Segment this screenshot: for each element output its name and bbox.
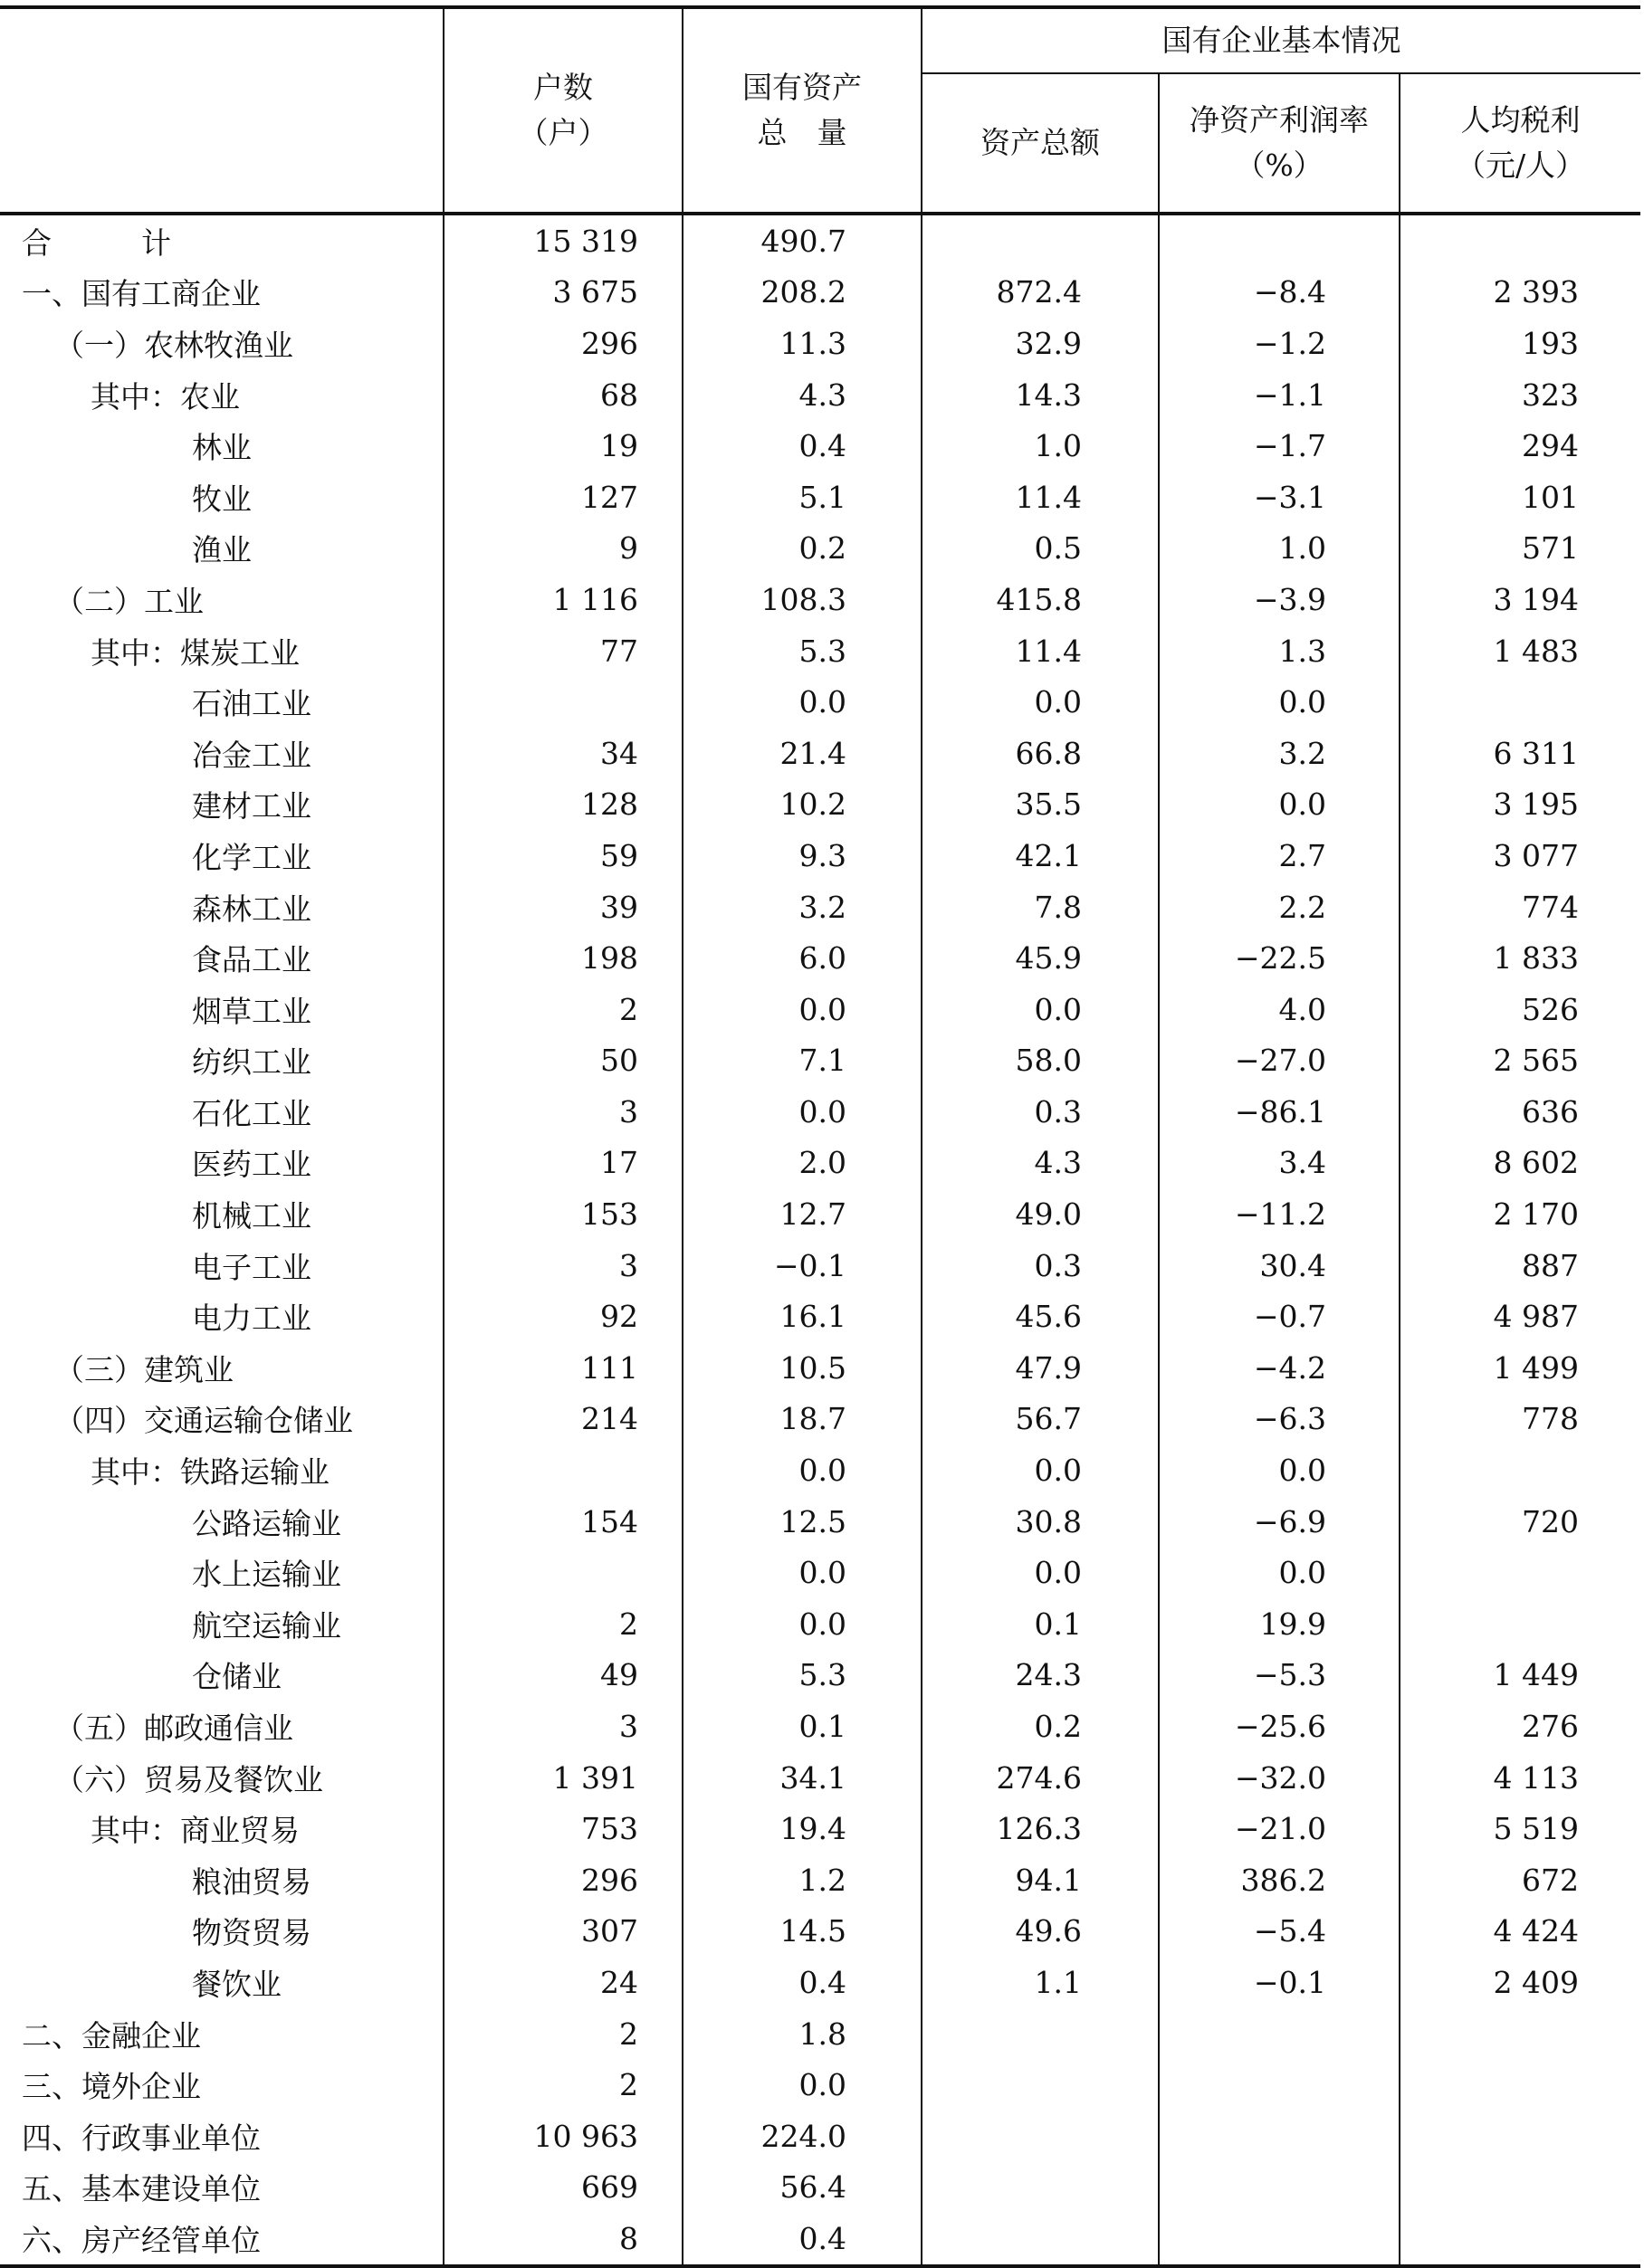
table-row	[0, 932, 1640, 984]
cell-total-assets	[922, 2008, 1159, 2060]
table-row	[0, 779, 1640, 831]
cell-households	[444, 1547, 683, 1598]
table-row	[0, 1444, 1640, 1496]
cell-tax: 672	[1400, 1854, 1640, 1906]
cell-state-assets: 6.0	[683, 932, 922, 984]
table-row	[0, 1854, 1640, 1906]
cell-tax: 4 424	[1400, 1906, 1640, 1958]
cell-tax: 636	[1400, 1086, 1640, 1138]
cell-total-assets: 42.1	[922, 830, 1159, 881]
cell-total-assets	[922, 2111, 1159, 2162]
cell-state-assets: 5.1	[683, 472, 922, 523]
row-label: 航空运输业	[192, 1607, 341, 1644]
cell-net-return: 30.4	[1159, 1240, 1400, 1291]
cell-state-assets: 12.7	[683, 1188, 922, 1240]
cell-households	[444, 676, 683, 728]
cell-state-assets: 1.8	[683, 2008, 922, 2060]
cell-net-return: 3.2	[1159, 728, 1400, 779]
table-row	[0, 472, 1640, 523]
row-label: 合 计	[22, 224, 171, 261]
row-label: 森林工业	[192, 891, 311, 927]
cell-state-assets: 108.3	[683, 574, 922, 625]
table-row	[0, 2111, 1640, 2162]
cell-households: 50	[444, 1035, 683, 1087]
cell-total-assets: 126.3	[922, 1803, 1159, 1854]
cell-total-assets: 1.1	[922, 1957, 1159, 2008]
cell-tax: 276	[1400, 1701, 1640, 1752]
row-label: 五、基本建设单位	[22, 2171, 261, 2207]
cell-households: 3	[444, 1701, 683, 1752]
cell-households: 2	[444, 984, 683, 1035]
cell-tax: 1 499	[1400, 1342, 1640, 1394]
cell-households: 15 319	[444, 214, 683, 267]
cell-net-return: 2.7	[1159, 830, 1400, 881]
header-households-label: 户数	[533, 70, 593, 105]
cell-tax: 6 311	[1400, 728, 1640, 779]
cell-state-assets: 0.0	[683, 2059, 922, 2111]
row-label: 渔业	[192, 532, 252, 568]
row-label: 公路运输业	[192, 1505, 341, 1541]
row-label: 纺织工业	[192, 1044, 311, 1081]
cell-total-assets: 11.4	[922, 625, 1159, 677]
cell-total-assets: 0.3	[922, 1086, 1159, 1138]
cell-tax: 2 565	[1400, 1035, 1640, 1087]
cell-total-assets: 45.6	[922, 1291, 1159, 1342]
cell-net-return: −25.6	[1159, 1701, 1400, 1752]
header-state-assets-label: 国有资产	[742, 70, 862, 105]
cell-state-assets: 7.1	[683, 1035, 922, 1087]
cell-total-assets: 14.3	[922, 369, 1159, 421]
header-tax-unit: （元/人）	[1455, 148, 1586, 183]
cell-tax: 3 195	[1400, 779, 1640, 831]
cell-state-assets: 208.2	[683, 267, 922, 319]
cell-households: 39	[444, 881, 683, 933]
table-row	[0, 420, 1640, 472]
cell-households: 9	[444, 523, 683, 575]
cell-total-assets: 7.8	[922, 881, 1159, 933]
cell-net-return: −1.7	[1159, 420, 1400, 472]
cell-households: 669	[444, 2162, 683, 2214]
header-net-return	[1159, 73, 1400, 214]
cell-total-assets: 4.3	[922, 1138, 1159, 1189]
cell-state-assets: 0.0	[683, 1444, 922, 1496]
row-label: 二、金融企业	[22, 2017, 201, 2054]
table-row	[0, 1240, 1640, 1291]
cell-tax: 1 833	[1400, 932, 1640, 984]
table-body	[0, 214, 1640, 2266]
cell-total-assets: 94.1	[922, 1854, 1159, 1906]
cell-tax	[1400, 214, 1640, 267]
cell-tax: 1 449	[1400, 1650, 1640, 1701]
cell-households: 3 675	[444, 267, 683, 319]
row-label: 其中：农业	[91, 378, 240, 415]
table-row	[0, 267, 1640, 319]
cell-total-assets: 274.6	[922, 1752, 1159, 1804]
header-tax-label: 人均税利	[1460, 102, 1581, 138]
cell-tax: 2 393	[1400, 267, 1640, 319]
cell-net-return: −22.5	[1159, 932, 1400, 984]
cell-tax: 2 170	[1400, 1188, 1640, 1240]
cell-tax: 720	[1400, 1496, 1640, 1548]
row-label: 物资贸易	[192, 1915, 311, 1951]
cell-tax: 1 483	[1400, 625, 1640, 677]
cell-households: 24	[444, 1957, 683, 2008]
cell-tax	[1400, 676, 1640, 728]
table-row	[0, 2059, 1640, 2111]
cell-state-assets: 4.3	[683, 369, 922, 421]
table-row	[0, 1342, 1640, 1394]
cell-net-return: −32.0	[1159, 1752, 1400, 1804]
cell-total-assets: 0.0	[922, 1547, 1159, 1598]
cell-net-return	[1159, 214, 1400, 267]
cell-households: 128	[444, 779, 683, 831]
header-total-assets-label: 资产总额	[980, 125, 1100, 160]
cell-net-return: −86.1	[1159, 1086, 1400, 1138]
header-households	[444, 7, 683, 214]
cell-total-assets: 0.0	[922, 676, 1159, 728]
cell-net-return: −6.3	[1159, 1394, 1400, 1445]
table-row	[0, 728, 1640, 779]
cell-households: 49	[444, 1650, 683, 1701]
cell-net-return	[1159, 2213, 1400, 2266]
cell-total-assets: 30.8	[922, 1496, 1159, 1548]
cell-households: 296	[444, 1854, 683, 1906]
cell-total-assets: 415.8	[922, 574, 1159, 625]
cell-households: 307	[444, 1906, 683, 1958]
cell-tax	[1400, 1598, 1640, 1650]
table-row	[0, 369, 1640, 421]
cell-net-return: −0.1	[1159, 1957, 1400, 2008]
table-row	[0, 1086, 1640, 1138]
cell-state-assets: 2.0	[683, 1138, 922, 1189]
cell-net-return: 1.0	[1159, 523, 1400, 575]
header-net-return-unit: （%）	[1235, 148, 1324, 183]
cell-state-assets: 16.1	[683, 1291, 922, 1342]
row-label: 机械工业	[192, 1198, 311, 1234]
row-label: 三、境外企业	[22, 2069, 201, 2105]
cell-net-return: 0.0	[1159, 779, 1400, 831]
cell-tax: 526	[1400, 984, 1640, 1035]
row-label: 餐饮业	[192, 1966, 282, 2002]
cell-tax	[1400, 1444, 1640, 1496]
cell-total-assets: 49.6	[922, 1906, 1159, 1958]
cell-total-assets: 45.9	[922, 932, 1159, 984]
cell-households: 77	[444, 625, 683, 677]
cell-state-assets: 0.0	[683, 1086, 922, 1138]
row-label: （四）交通运输仓储业	[54, 1403, 353, 1439]
cell-net-return	[1159, 2111, 1400, 2162]
cell-state-assets: 5.3	[683, 625, 922, 677]
cell-total-assets: 58.0	[922, 1035, 1159, 1087]
cell-tax: 101	[1400, 472, 1640, 523]
cell-tax: 4 987	[1400, 1291, 1640, 1342]
cell-state-assets: −0.1	[683, 1240, 922, 1291]
cell-tax: 193	[1400, 318, 1640, 369]
row-label: （一）农林牧渔业	[54, 327, 293, 363]
cell-state-assets: 18.7	[683, 1394, 922, 1445]
cell-households	[444, 1444, 683, 1496]
cell-tax: 3 077	[1400, 830, 1640, 881]
cell-state-assets: 3.2	[683, 881, 922, 933]
cell-state-assets: 34.1	[683, 1752, 922, 1804]
row-label: （二）工业	[54, 583, 204, 619]
cell-state-assets: 12.5	[683, 1496, 922, 1548]
cell-net-return: −6.9	[1159, 1496, 1400, 1548]
cell-state-assets: 14.5	[683, 1906, 922, 1958]
cell-households: 17	[444, 1138, 683, 1189]
cell-tax	[1400, 2162, 1640, 2214]
table-row	[0, 1752, 1640, 1804]
row-label: 六、房产经管单位	[0, 2213, 444, 2266]
cell-total-assets	[922, 214, 1159, 267]
table-row	[0, 318, 1640, 369]
cell-total-assets: 47.9	[922, 1342, 1159, 1394]
table-row	[0, 2162, 1640, 2214]
table-row	[0, 214, 1640, 267]
header-tax	[1400, 73, 1640, 214]
cell-net-return: −3.9	[1159, 574, 1400, 625]
row-label: 石油工业	[192, 686, 311, 722]
table-row	[0, 1496, 1640, 1548]
table-row	[0, 881, 1640, 933]
cell-state-assets: 0.4	[683, 2213, 922, 2266]
table-row	[0, 574, 1640, 625]
cell-tax	[1400, 2213, 1640, 2266]
cell-net-return: −11.2	[1159, 1188, 1400, 1240]
header-total-assets	[922, 73, 1159, 214]
cell-tax: 294	[1400, 420, 1640, 472]
cell-households: 153	[444, 1188, 683, 1240]
cell-households: 3	[444, 1240, 683, 1291]
table-row	[0, 830, 1640, 881]
cell-state-assets: 0.4	[683, 420, 922, 472]
row-label: 食品工业	[192, 942, 311, 978]
row-label: 其中：商业贸易	[91, 1813, 300, 1849]
header-state-assets-label-2: 总 量	[757, 115, 847, 150]
cell-state-assets: 0.0	[683, 984, 922, 1035]
table-row	[0, 1394, 1640, 1445]
row-label: （三）建筑业	[54, 1351, 234, 1387]
table-row	[0, 625, 1640, 677]
cell-state-assets: 9.3	[683, 830, 922, 881]
header-net-return-label: 净资产利润率	[1190, 102, 1369, 138]
row-label: 建材工业	[192, 788, 311, 824]
row-label: （五）邮政通信业	[54, 1711, 293, 1747]
cell-net-return: −0.7	[1159, 1291, 1400, 1342]
cell-net-return: 2.2	[1159, 881, 1400, 933]
cell-state-assets: 0.2	[683, 523, 922, 575]
cell-state-assets: 5.3	[683, 1650, 922, 1701]
row-label: 牧业	[192, 481, 252, 517]
table-row	[0, 2008, 1640, 2060]
table-row	[0, 2213, 1640, 2266]
cell-state-assets: 0.0	[683, 676, 922, 728]
cell-total-assets: 0.2	[922, 1701, 1159, 1752]
table-row	[0, 1138, 1640, 1189]
row-label: 石化工业	[192, 1095, 311, 1131]
cell-net-return: 1.3	[1159, 625, 1400, 677]
state-owned-assets-table	[0, 5, 1640, 2268]
cell-tax: 778	[1400, 1394, 1640, 1445]
row-label: 其中：煤炭工业	[91, 634, 300, 671]
cell-households: 3	[444, 1086, 683, 1138]
cell-state-assets: 224.0	[683, 2111, 922, 2162]
cell-state-assets: 0.0	[683, 1598, 922, 1650]
cell-net-return: −5.4	[1159, 1906, 1400, 1958]
cell-net-return: −8.4	[1159, 267, 1400, 319]
cell-households: 154	[444, 1496, 683, 1548]
table-row	[0, 1957, 1640, 2008]
cell-net-return: −21.0	[1159, 1803, 1400, 1854]
cell-households: 68	[444, 369, 683, 421]
row-label: 一、国有工商企业	[22, 276, 261, 312]
row-label: 烟草工业	[192, 993, 311, 1029]
cell-tax: 774	[1400, 881, 1640, 933]
cell-households: 19	[444, 420, 683, 472]
cell-households: 34	[444, 728, 683, 779]
cell-net-return: −3.1	[1159, 472, 1400, 523]
header-blank	[0, 7, 444, 214]
cell-total-assets: 872.4	[922, 267, 1159, 319]
table-row	[0, 1598, 1640, 1650]
row-label: 医药工业	[192, 1147, 311, 1183]
table-row	[0, 676, 1640, 728]
cell-total-assets	[922, 2213, 1159, 2266]
cell-net-return: 19.9	[1159, 1598, 1400, 1650]
cell-total-assets: 0.0	[922, 984, 1159, 1035]
cell-households: 198	[444, 932, 683, 984]
cell-tax: 887	[1400, 1240, 1640, 1291]
table-row	[0, 1188, 1640, 1240]
cell-state-assets: 490.7	[683, 214, 922, 267]
table-row	[0, 1701, 1640, 1752]
cell-state-assets: 0.1	[683, 1701, 922, 1752]
cell-households: 127	[444, 472, 683, 523]
cell-households: 214	[444, 1394, 683, 1445]
table-row	[0, 984, 1640, 1035]
cell-total-assets: 56.7	[922, 1394, 1159, 1445]
header-group: 国有企业基本情况	[922, 7, 1640, 73]
cell-tax: 2 409	[1400, 1957, 1640, 2008]
table-row	[0, 1650, 1640, 1701]
cell-total-assets: 66.8	[922, 728, 1159, 779]
cell-tax	[1400, 2111, 1640, 2162]
cell-net-return: 0.0	[1159, 1444, 1400, 1496]
cell-total-assets	[922, 2059, 1159, 2111]
cell-households: 111	[444, 1342, 683, 1394]
cell-net-return	[1159, 2008, 1400, 2060]
cell-tax	[1400, 2008, 1640, 2060]
cell-total-assets: 49.0	[922, 1188, 1159, 1240]
cell-households: 59	[444, 830, 683, 881]
cell-total-assets: 24.3	[922, 1650, 1159, 1701]
cell-net-return: −1.1	[1159, 369, 1400, 421]
cell-tax: 323	[1400, 369, 1640, 421]
cell-total-assets: 11.4	[922, 472, 1159, 523]
cell-households: 296	[444, 318, 683, 369]
cell-total-assets: 35.5	[922, 779, 1159, 831]
cell-total-assets: 0.5	[922, 523, 1159, 575]
table-row	[0, 1291, 1640, 1342]
row-label: 电力工业	[192, 1301, 311, 1337]
cell-state-assets: 10.5	[683, 1342, 922, 1394]
cell-households: 2	[444, 2059, 683, 2111]
table-row	[0, 1035, 1640, 1087]
cell-net-return: 386.2	[1159, 1854, 1400, 1906]
cell-households: 10 963	[444, 2111, 683, 2162]
row-label: 化学工业	[192, 839, 311, 875]
cell-tax: 3 194	[1400, 574, 1640, 625]
cell-state-assets: 21.4	[683, 728, 922, 779]
cell-tax: 8 602	[1400, 1138, 1640, 1189]
row-label: 林业	[192, 430, 252, 466]
cell-tax: 4 113	[1400, 1752, 1640, 1804]
table-row	[0, 523, 1640, 575]
cell-net-return: −5.3	[1159, 1650, 1400, 1701]
row-label: 电子工业	[192, 1249, 311, 1285]
cell-net-return	[1159, 2059, 1400, 2111]
cell-households: 92	[444, 1291, 683, 1342]
table-row	[0, 1906, 1640, 1958]
cell-households: 2	[444, 1598, 683, 1650]
cell-households: 2	[444, 2008, 683, 2060]
row-label: 冶金工业	[192, 737, 311, 773]
cell-net-return: −1.2	[1159, 318, 1400, 369]
cell-tax	[1400, 2059, 1640, 2111]
cell-state-assets: 1.2	[683, 1854, 922, 1906]
row-label: （六）贸易及餐饮业	[54, 1761, 323, 1797]
cell-total-assets: 0.0	[922, 1444, 1159, 1496]
cell-total-assets: 1.0	[922, 420, 1159, 472]
row-label: 四、行政事业单位	[22, 2120, 261, 2156]
row-label: 仓储业	[192, 1659, 282, 1695]
cell-net-return: −27.0	[1159, 1035, 1400, 1087]
cell-total-assets: 0.1	[922, 1598, 1159, 1650]
cell-net-return: −4.2	[1159, 1342, 1400, 1394]
cell-state-assets: 11.3	[683, 318, 922, 369]
cell-net-return: 3.4	[1159, 1138, 1400, 1189]
cell-tax	[1400, 1547, 1640, 1598]
row-label: 粮油贸易	[192, 1863, 311, 1900]
cell-households: 753	[444, 1803, 683, 1854]
cell-households: 1 391	[444, 1752, 683, 1804]
cell-net-return: 0.0	[1159, 1547, 1400, 1598]
cell-state-assets: 0.4	[683, 1957, 922, 2008]
header-households-unit: （户）	[518, 115, 608, 150]
cell-total-assets: 0.3	[922, 1240, 1159, 1291]
cell-state-assets: 19.4	[683, 1803, 922, 1854]
cell-tax: 5 519	[1400, 1803, 1640, 1854]
table-row	[0, 1803, 1640, 1854]
cell-total-assets: 32.9	[922, 318, 1159, 369]
cell-households: 1 116	[444, 574, 683, 625]
cell-tax: 571	[1400, 523, 1640, 575]
cell-state-assets: 10.2	[683, 779, 922, 831]
row-label: 水上运输业	[192, 1557, 341, 1593]
cell-net-return	[1159, 2162, 1400, 2214]
cell-net-return: 0.0	[1159, 676, 1400, 728]
cell-total-assets	[922, 2162, 1159, 2214]
table-row	[0, 1547, 1640, 1598]
cell-state-assets: 56.4	[683, 2162, 922, 2214]
cell-households: 8	[444, 2213, 683, 2266]
row-label: 其中：铁路运输业	[91, 1454, 330, 1491]
cell-state-assets: 0.0	[683, 1547, 922, 1598]
header-state-assets	[683, 7, 922, 214]
cell-net-return: 4.0	[1159, 984, 1400, 1035]
